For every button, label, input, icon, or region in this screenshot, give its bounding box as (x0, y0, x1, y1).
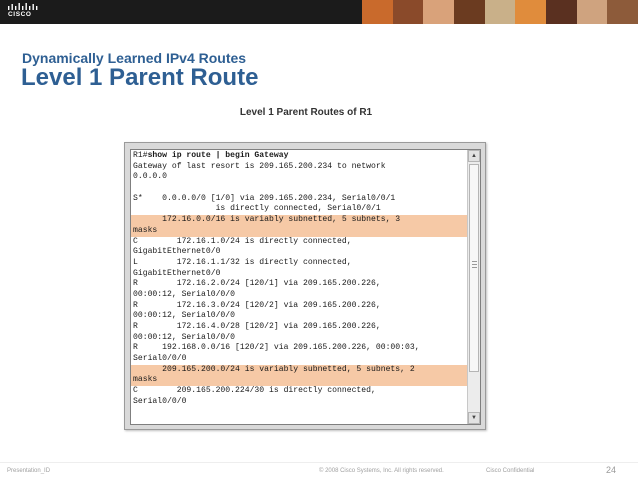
vertical-scrollbar[interactable] (467, 150, 480, 424)
cli-output-line: L 172.16.1.1/32 is directly connected, (133, 257, 352, 267)
banner-photo (577, 0, 608, 24)
cli-command: show ip route | begin Gateway (147, 151, 289, 160)
cli-output-line: 0.0.0.0 (133, 172, 167, 182)
cli-output-line-highlighted: masks (131, 226, 468, 237)
scroll-up-arrow-icon[interactable]: ▲ (468, 150, 480, 162)
cli-output-line: is directly connected, Serial0/0/1 (133, 204, 381, 214)
page-number: 24 (606, 465, 617, 475)
banner-photo (454, 0, 485, 24)
cisco-bridge-icon (7, 3, 39, 11)
banner-photo (362, 0, 393, 24)
cli-output (131, 150, 468, 408)
cli-command-line (131, 151, 468, 162)
cisco-logo-text: CISCO (8, 11, 32, 18)
footer-confidential: Cisco Confidential (486, 468, 535, 474)
slide-subtitle: Dynamically Learned IPv4 Routes (22, 50, 247, 66)
cli-prompt: R1# (133, 151, 148, 160)
cli-output-line: R 172.16.4.0/28 [120/2] via 209.165.200.226, (133, 322, 381, 331)
footer-presentation-id: Presentation_ID (7, 468, 51, 474)
banner-photo-strip (362, 0, 638, 24)
footer-copyright: © 2008 Cisco Systems, Inc. All rights reserved. (319, 468, 444, 474)
cli-output-line: 00:00:12, Serial0/0/0 (133, 311, 235, 321)
cli-output-line: C 172.16.1.0/24 is directly connected, (133, 236, 352, 246)
scrollbar-grip-icon (472, 261, 477, 268)
cisco-logo (6, 3, 40, 20)
cli-output-pane[interactable] (130, 149, 481, 425)
banner-photo (546, 0, 577, 24)
top-banner (0, 0, 638, 24)
cli-output-line: R 172.16.3.0/24 [120/2] via 209.165.200.226, (133, 300, 381, 310)
scroll-down-arrow-icon[interactable]: ▼ (468, 412, 480, 424)
cli-output-line: 00:00:12, Serial0/0/0 (133, 289, 235, 299)
cli-output-line: S* 0.0.0.0/0 [1/0] via 209.165.200.234, Serial0/0/1 (133, 193, 396, 203)
cli-output-line: R 172.16.2.0/24 [120/1] via 209.165.200.226, (133, 279, 381, 289)
cli-output-line (131, 183, 468, 194)
scrollbar-thumb[interactable] (469, 164, 479, 372)
footer-divider (0, 462, 638, 463)
cli-output-line: Serial0/0/0 (133, 396, 187, 406)
cli-output-line-highlighted: 172.16.0.0/16 is variably subnetted, 5 subnets, 3 (131, 215, 468, 226)
cli-output-line: R 192.168.0.0/16 [120/2] via 209.165.200.226, 00:00:03, (133, 343, 420, 353)
cli-output-line: Gateway of last resort is 209.165.200.234 to network (133, 161, 386, 171)
cli-output-line: GigabitEthernet0/0 (133, 268, 221, 278)
cli-output-line: Serial0/0/0 (133, 354, 187, 364)
cli-output-line: 00:00:12, Serial0/0/0 (133, 332, 235, 342)
cli-output-line-highlighted: masks (131, 375, 468, 386)
figure-caption: Level 1 Parent Routes of R1 (239, 107, 373, 118)
banner-photo (393, 0, 424, 24)
slide-title: Level 1 Parent Route (21, 64, 259, 91)
cli-window (124, 142, 486, 430)
cli-output-line-highlighted: 209.165.200.0/24 is variably subnetted, 5 subnets, 2 (131, 365, 468, 376)
banner-photo (485, 0, 516, 24)
banner-photo (423, 0, 454, 24)
banner-photo (515, 0, 546, 24)
banner-photo (607, 0, 638, 24)
cli-output-line: C 209.165.200.224/30 is directly connected, (133, 386, 376, 396)
cli-output-line: GigabitEthernet0/0 (133, 247, 221, 257)
